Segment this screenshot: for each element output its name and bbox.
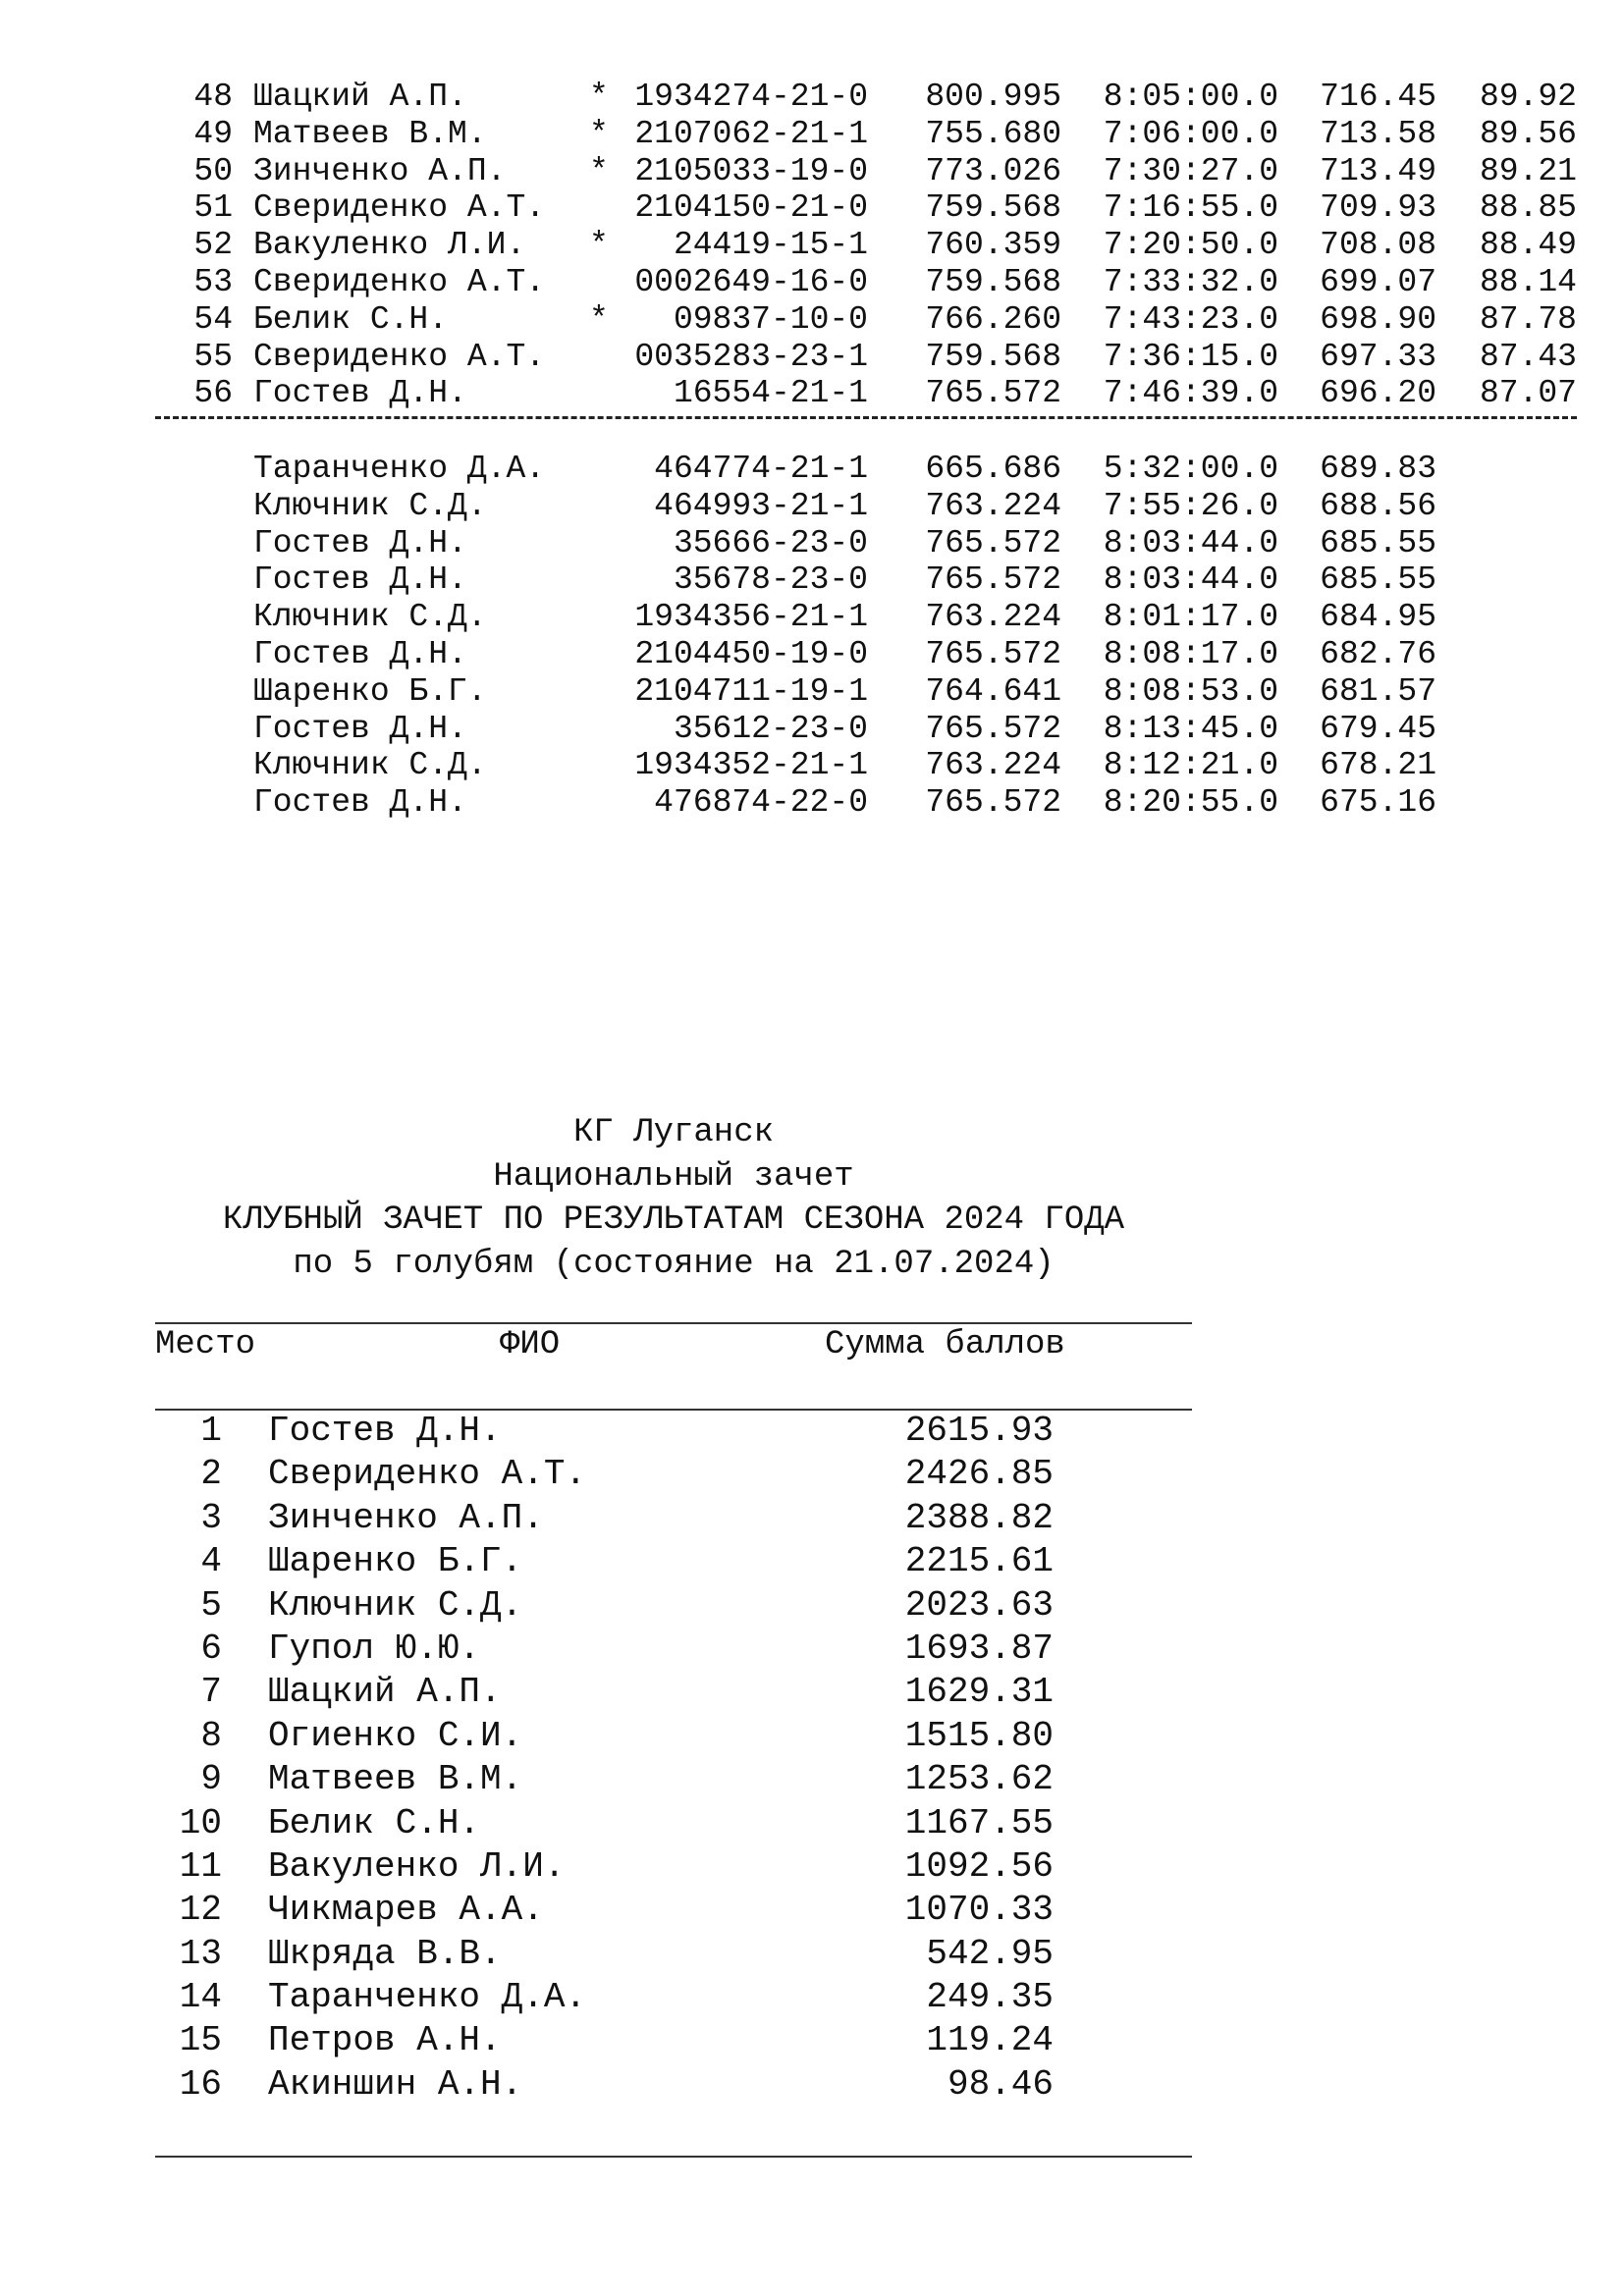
result-ring: 1934352-21-1 [634, 747, 868, 784]
result-row [0, 375, 1624, 412]
result-time: 7:55:26.0 [1103, 487, 1278, 524]
standings-name: Зинченко А.П. [268, 1497, 544, 1538]
result-star: * [589, 152, 609, 189]
result-distance: 765.572 [925, 561, 1061, 599]
result-ring: 24419-15-1 [673, 227, 868, 264]
result-distance: 763.224 [925, 747, 1061, 784]
result-coef: 88.49 [1479, 227, 1577, 264]
result-distance: 760.359 [925, 227, 1061, 264]
standings-row [0, 1716, 1624, 1759]
standings-sum: 542.95 [926, 1933, 1054, 1974]
result-ring: 16554-21-1 [673, 375, 868, 412]
result-ring: 09837-10-0 [673, 300, 868, 338]
standings-name: Свериденко А.Т. [268, 1454, 587, 1495]
result-distance: 773.026 [925, 152, 1061, 189]
result-row [0, 189, 1624, 227]
result-ring: 35666-23-0 [673, 524, 868, 561]
result-place: 56 [193, 375, 233, 412]
result-place: 48 [193, 79, 233, 115]
standings-place: 13 [179, 1933, 222, 1974]
result-time: 8:13:45.0 [1103, 710, 1278, 747]
standings-place: 14 [179, 1977, 222, 2018]
col-place: Место [155, 1326, 256, 1363]
standings-sum: 2426.85 [904, 1454, 1054, 1495]
standings-row [0, 1759, 1624, 1802]
result-name: Зинченко А.П. [253, 152, 507, 189]
standings-row [0, 1585, 1624, 1629]
standings-row [0, 1541, 1624, 1584]
result-ring: 464774-21-1 [654, 451, 868, 487]
standings-sum: 1629.31 [904, 1672, 1054, 1713]
result-star: * [589, 115, 609, 152]
result-star: * [589, 300, 609, 338]
result-ring: 2107062-21-1 [634, 115, 868, 152]
result-time: 7:33:32.0 [1103, 263, 1278, 300]
result-speed: 684.95 [1320, 599, 1436, 636]
standings-row [0, 2064, 1624, 2108]
result-distance: 766.260 [925, 300, 1061, 338]
result-time: 8:08:17.0 [1103, 635, 1278, 672]
result-time: 7:46:39.0 [1103, 375, 1278, 412]
rule-bottom [155, 2156, 1192, 2158]
standings-place: 6 [200, 1628, 222, 1669]
result-speed: 688.56 [1320, 487, 1436, 524]
result-speed: 709.93 [1320, 189, 1436, 227]
result-name: Гостев Д.Н. [253, 524, 467, 561]
result-ring: 1934356-21-1 [634, 599, 868, 636]
competition-name: Национальный зачет [493, 1157, 854, 1196]
standings-row [0, 1454, 1624, 1497]
result-distance: 765.572 [925, 710, 1061, 747]
result-time: 8:12:21.0 [1103, 747, 1278, 784]
standings-sum: 1515.80 [904, 1715, 1054, 1756]
standings-table [0, 1411, 1624, 2108]
result-coef: 89.92 [1479, 79, 1577, 115]
result-time: 7:36:15.0 [1103, 338, 1278, 375]
result-row [0, 711, 1624, 748]
standings-name: Акиншин А.Н. [268, 2063, 523, 2105]
result-name: Ключник С.Д. [253, 599, 487, 636]
result-row [0, 599, 1624, 636]
result-speed: 678.21 [1320, 747, 1436, 784]
result-speed: 713.58 [1320, 115, 1436, 152]
standings-sum: 249.35 [926, 1977, 1054, 2018]
standings-sum: 2388.82 [904, 1497, 1054, 1538]
standings-name: Петров А.Н. [268, 2020, 502, 2061]
standings-sum: 119.24 [926, 2020, 1054, 2061]
result-speed: 679.45 [1320, 710, 1436, 747]
standings-sum: 1092.56 [904, 1845, 1054, 1887]
standings-name: Белик С.Н. [268, 1802, 481, 1843]
result-distance: 800.995 [925, 79, 1061, 115]
standings-name: Шкряда В.В. [268, 1933, 502, 1974]
standings-title: КЛУБНЫЙ ЗАЧЕТ ПО РЕЗУЛЬТАТАМ СЕЗОНА 2024 ГОДА [222, 1201, 1125, 1239]
result-distance: 763.224 [925, 599, 1061, 636]
standings-row [0, 1977, 1624, 2020]
result-ring: 0002649-16-0 [634, 263, 868, 300]
result-speed: 685.55 [1320, 524, 1436, 561]
standings-row [0, 1411, 1624, 1454]
standings-place: 1 [200, 1411, 222, 1451]
result-place: 55 [193, 338, 233, 375]
result-row [0, 561, 1624, 599]
result-name: Гостев Д.Н. [253, 784, 467, 822]
result-row [0, 673, 1624, 711]
result-place: 52 [193, 227, 233, 264]
standings-name: Чикмарев А.А. [268, 1890, 544, 1931]
result-star: * [589, 227, 609, 264]
result-ring: 0035283-23-1 [634, 338, 868, 375]
result-distance: 759.568 [925, 189, 1061, 227]
result-time: 7:16:55.0 [1103, 189, 1278, 227]
result-coef: 89.56 [1479, 115, 1577, 152]
standings-name: Ключник С.Д. [268, 1584, 523, 1626]
standings-place: 12 [179, 1890, 222, 1931]
standings-sum: 1070.33 [904, 1890, 1054, 1931]
result-time: 7:06:00.0 [1103, 115, 1278, 152]
result-row [0, 116, 1624, 153]
col-name: ФИО [500, 1326, 561, 1363]
result-speed: 708.08 [1320, 227, 1436, 264]
standings-name: Таранченко Д.А. [268, 1977, 587, 2018]
result-name: Гостев Д.Н. [253, 710, 467, 747]
result-speed: 699.07 [1320, 263, 1436, 300]
result-row [0, 339, 1624, 376]
result-name: Таранченко Д.А. [253, 451, 546, 487]
standings-sum: 2023.63 [904, 1584, 1054, 1626]
result-name: Гостев Д.Н. [253, 561, 467, 599]
standings-name: Гостев Д.Н. [268, 1411, 502, 1451]
result-name: Свериденко А.Т. [253, 263, 546, 300]
result-coef: 88.14 [1479, 263, 1577, 300]
result-row [0, 636, 1624, 673]
result-distance: 759.568 [925, 338, 1061, 375]
result-row [0, 264, 1624, 301]
result-speed: 696.20 [1320, 375, 1436, 412]
result-time: 7:30:27.0 [1103, 152, 1278, 189]
result-coef: 89.21 [1479, 152, 1577, 189]
standings-row [0, 1803, 1624, 1846]
result-time: 8:03:44.0 [1103, 561, 1278, 599]
result-name: Шаренко Б.Г. [253, 672, 487, 710]
standings-place: 10 [179, 1802, 222, 1843]
result-name: Ключник С.Д. [253, 487, 487, 524]
result-distance: 765.572 [925, 524, 1061, 561]
standings-place: 16 [179, 2063, 222, 2105]
result-speed: 675.16 [1320, 784, 1436, 822]
result-coef: 87.43 [1479, 338, 1577, 375]
result-speed: 682.76 [1320, 635, 1436, 672]
result-name: Свериденко А.Т. [253, 338, 546, 375]
result-name: Ключник С.Д. [253, 747, 487, 784]
result-place: 50 [193, 152, 233, 189]
standings-name: Огиенко С.И. [268, 1715, 523, 1756]
standings-place: 15 [179, 2020, 222, 2061]
result-time: 7:20:50.0 [1103, 227, 1278, 264]
result-time: 7:43:23.0 [1103, 300, 1278, 338]
standings-row [0, 1846, 1624, 1890]
result-coef: 88.85 [1479, 189, 1577, 227]
standings-row [0, 1629, 1624, 1672]
result-name: Шацкий А.П. [253, 79, 467, 115]
standings-sum: 2215.61 [904, 1541, 1054, 1582]
result-ring: 2105033-19-0 [634, 152, 868, 189]
result-name: Свериденко А.Т. [253, 189, 546, 227]
result-distance: 765.572 [925, 784, 1061, 822]
result-time: 8:08:53.0 [1103, 672, 1278, 710]
standings-name: Вакуленко Л.И. [268, 1845, 566, 1887]
standings-name: Шацкий А.П. [268, 1672, 502, 1713]
result-row [0, 79, 1624, 116]
col-sum: Сумма баллов [825, 1326, 1065, 1363]
standings-header [155, 1111, 1192, 1286]
standings-row [0, 1934, 1624, 1977]
result-time: 8:03:44.0 [1103, 524, 1278, 561]
result-ring: 35678-23-0 [673, 561, 868, 599]
result-star: * [589, 79, 609, 115]
result-name: Гостев Д.Н. [253, 375, 467, 412]
standings-name: Шаренко Б.Г. [268, 1541, 523, 1582]
result-distance: 755.680 [925, 115, 1061, 152]
result-coef: 87.78 [1479, 300, 1577, 338]
result-ring: 1934274-21-0 [634, 79, 868, 115]
standings-sum: 2615.93 [904, 1411, 1054, 1451]
result-time: 8:05:00.0 [1103, 79, 1278, 115]
result-coef: 87.07 [1479, 375, 1577, 412]
result-ring: 2104450-19-0 [634, 635, 868, 672]
result-name: Гостев Д.Н. [253, 635, 467, 672]
standings-place: 2 [200, 1454, 222, 1495]
result-ring: 476874-22-0 [654, 784, 868, 822]
standings-sum: 1253.62 [904, 1759, 1054, 1800]
standings-sum: 1693.87 [904, 1628, 1054, 1669]
result-name: Вакуленко Л.И. [253, 227, 526, 264]
standings-row [0, 1672, 1624, 1715]
results-ranked [0, 79, 1624, 412]
standings-place: 4 [200, 1541, 222, 1582]
result-distance: 765.572 [925, 375, 1061, 412]
standings-name: Гупол Ю.Ю. [268, 1628, 481, 1669]
result-ring: 464993-21-1 [654, 487, 868, 524]
result-row [0, 747, 1624, 784]
result-speed: 698.90 [1320, 300, 1436, 338]
result-time: 8:01:17.0 [1103, 599, 1278, 636]
standings-column-headers [0, 1326, 1624, 1369]
standings-sum: 98.46 [947, 2063, 1054, 2105]
result-distance: 763.224 [925, 487, 1061, 524]
rule-top [155, 1322, 1192, 1324]
result-row [0, 525, 1624, 562]
standings-place: 11 [179, 1845, 222, 1887]
result-distance: 759.568 [925, 263, 1061, 300]
standings-sum: 1167.55 [904, 1802, 1054, 1843]
result-distance: 665.686 [925, 451, 1061, 487]
result-row [0, 488, 1624, 525]
result-row [0, 301, 1624, 339]
standings-place: 7 [200, 1672, 222, 1713]
result-name: Белик С.Н. [253, 300, 449, 338]
result-time: 8:20:55.0 [1103, 784, 1278, 822]
standings-row [0, 1890, 1624, 1933]
result-place: 54 [193, 300, 233, 338]
result-place: 49 [193, 115, 233, 152]
result-name: Матвеев В.М. [253, 115, 487, 152]
result-row [0, 784, 1624, 822]
club-name: КГ Луганск [572, 1114, 775, 1151]
result-ring: 2104711-19-1 [634, 672, 868, 710]
result-place: 53 [193, 263, 233, 300]
standings-name: Матвеев В.М. [268, 1759, 523, 1800]
standings-place: 8 [200, 1715, 222, 1756]
standings-place: 3 [200, 1497, 222, 1538]
result-row [0, 153, 1624, 190]
standings-subtitle: по 5 голубям (состояние на 21.07.2024) [293, 1245, 1055, 1283]
result-row [0, 227, 1624, 264]
result-distance: 764.641 [925, 672, 1061, 710]
result-place: 51 [193, 189, 233, 227]
result-distance: 765.572 [925, 635, 1061, 672]
result-speed: 685.55 [1320, 561, 1436, 599]
standings-row [0, 2020, 1624, 2063]
standings-row [0, 1498, 1624, 1541]
result-speed: 716.45 [1320, 79, 1436, 115]
result-time: 5:32:00.0 [1103, 451, 1278, 487]
standings-place: 9 [200, 1759, 222, 1800]
result-speed: 681.57 [1320, 672, 1436, 710]
result-ring: 2104150-21-0 [634, 189, 868, 227]
result-speed: 713.49 [1320, 152, 1436, 189]
result-speed: 689.83 [1320, 451, 1436, 487]
dashed-separator [155, 416, 1577, 419]
result-row [0, 451, 1624, 488]
result-ring: 35612-23-0 [673, 710, 868, 747]
result-speed: 697.33 [1320, 338, 1436, 375]
results-unranked [0, 451, 1624, 822]
standings-place: 5 [200, 1584, 222, 1626]
